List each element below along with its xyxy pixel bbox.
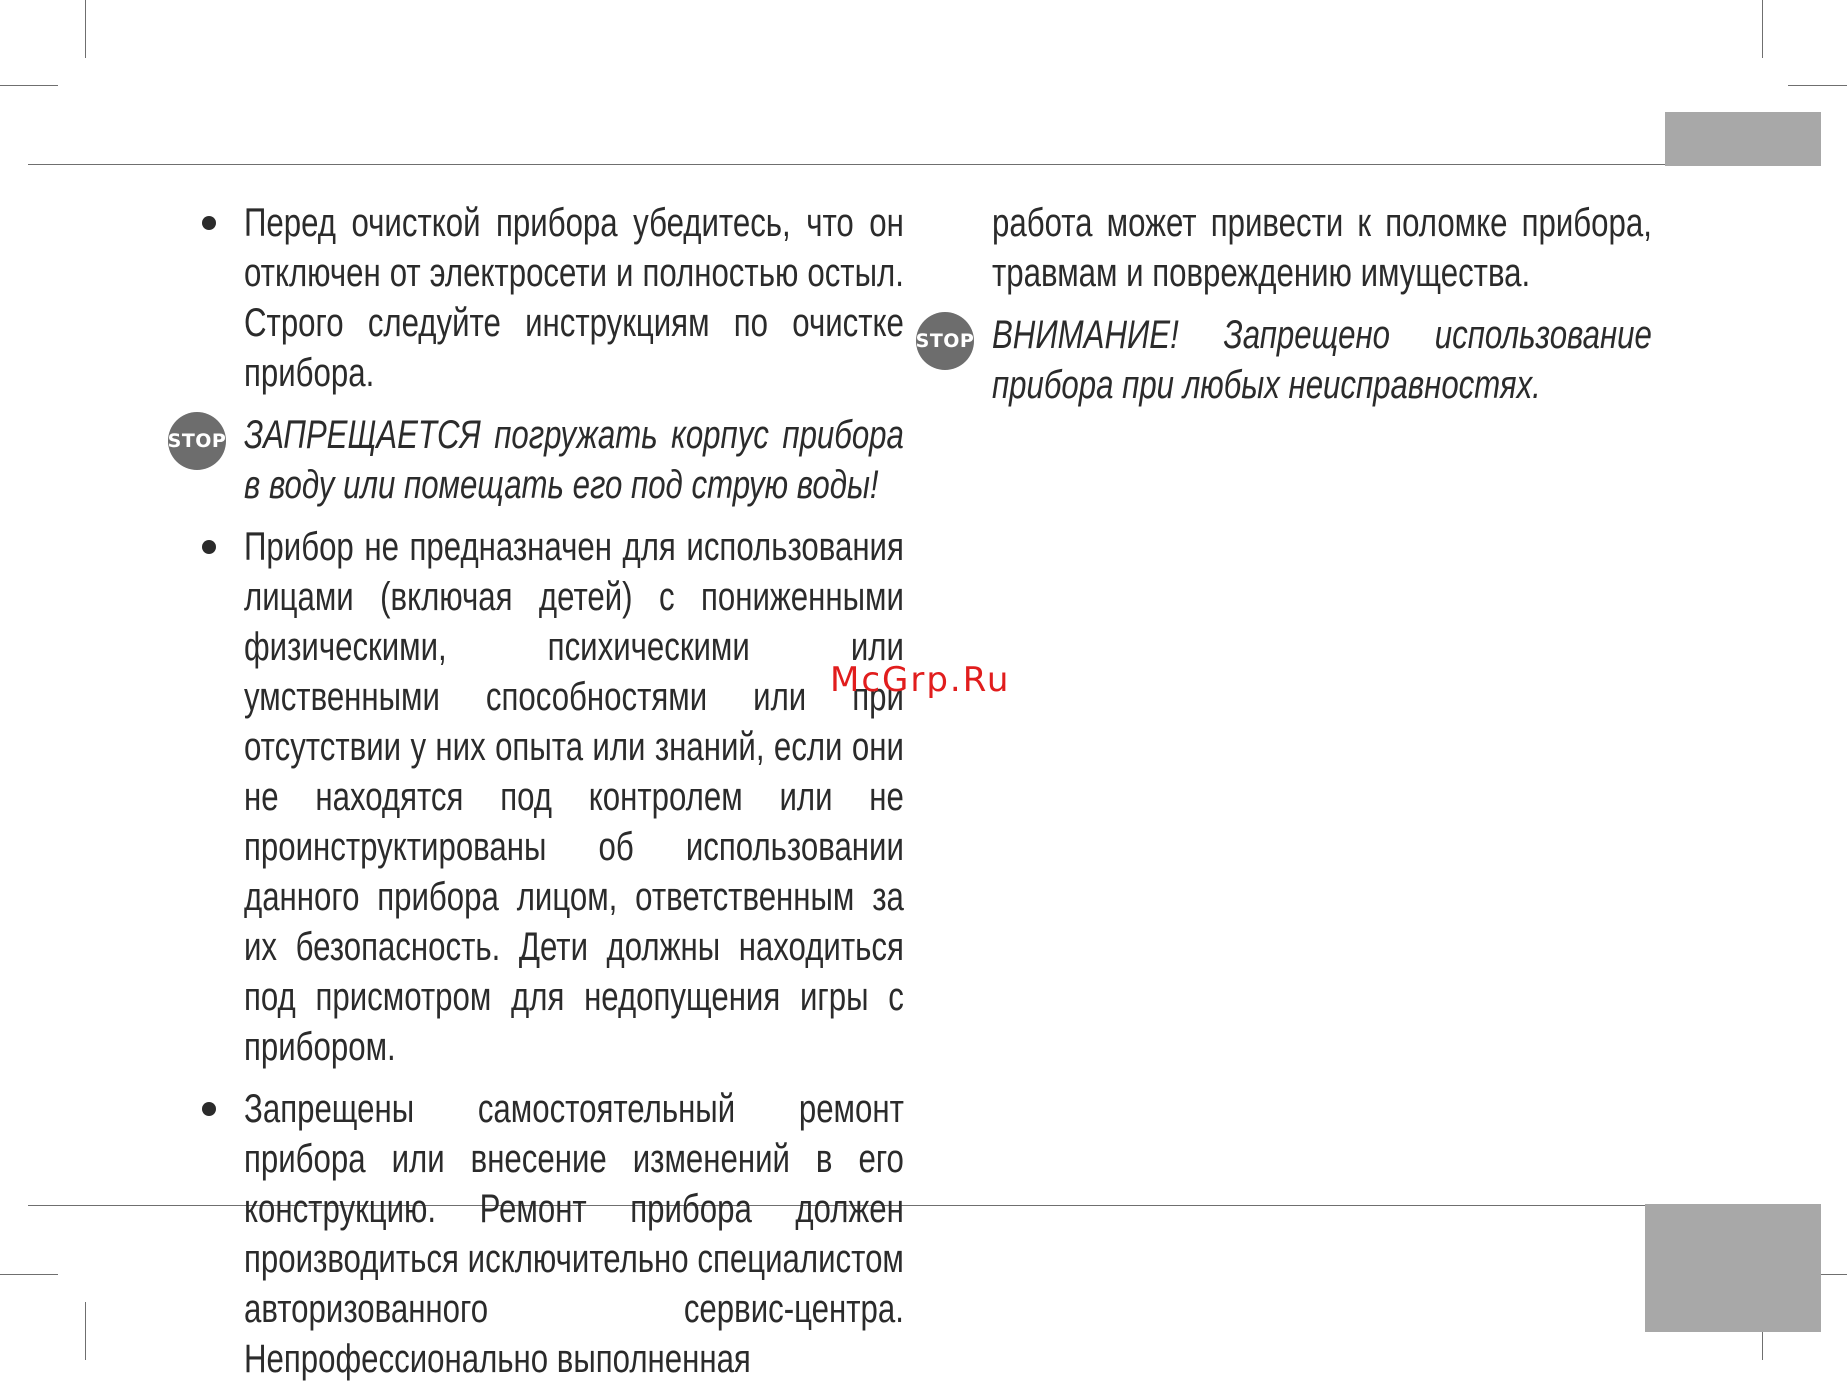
list-item <box>244 1084 904 1384</box>
stop-icon: STOP <box>916 312 974 370</box>
crop-mark <box>0 85 58 86</box>
bottom-rule <box>28 1205 86 1206</box>
top-rule <box>28 164 86 165</box>
bullet-icon <box>202 540 216 554</box>
list-item <box>992 198 1652 298</box>
crop-mark <box>0 1274 58 1275</box>
paragraph: Прибор не предназначен для использования лицами (включая детей) с пониженными физическими, психическими или умственными способностями или при отсутствии у них опыта или знаний, если они не находятся под контролем или не проинструктированы об использовании данного прибора лицом, ответственным за их безопасность. Дети должны находиться под присмотром для недопущения игры с прибором. <box>244 525 904 1069</box>
right-column <box>915 198 1652 422</box>
list-item <box>244 522 904 1072</box>
paragraph: Перед очисткой прибора убедитесь, что он отключен от электросети и полностью остыл. Строго следуйте инструкциям по очистке прибора. <box>244 201 904 395</box>
warning-paragraph: ЗАПРЕЩАЕТСЯ погружать корпус прибора в воду или помещать его под струю воды! <box>244 413 904 507</box>
paragraph: работа может привести к поломке прибора, травмам и повреждению имущества. <box>992 201 1652 295</box>
list-item <box>915 310 1652 410</box>
bullet-icon <box>202 216 216 230</box>
top-rule <box>86 164 1820 165</box>
crop-mark <box>1788 85 1847 86</box>
paragraph: Запрещены самостоятельный ремонт прибора или внесение изменений в его конструкцию. Ремонт прибора должен производиться исключительно специалистом авторизованного сервис-центра. Непрофессионально выполненная <box>244 1087 904 1381</box>
watermark: McGrp.Ru <box>830 660 1011 700</box>
section-tab <box>1665 112 1821 166</box>
crop-mark <box>1762 0 1763 58</box>
page-number-block <box>1645 1204 1821 1332</box>
left-column <box>167 198 904 1396</box>
list-item <box>167 410 904 510</box>
stop-icon: STOP <box>168 412 226 470</box>
list-item <box>244 198 904 398</box>
crop-mark <box>85 1302 86 1360</box>
warning-paragraph: ВНИМАНИЕ! Запрещено использование прибора при любых неисправностях. <box>992 313 1652 407</box>
bullet-icon <box>202 1102 216 1116</box>
crop-mark <box>85 0 86 58</box>
